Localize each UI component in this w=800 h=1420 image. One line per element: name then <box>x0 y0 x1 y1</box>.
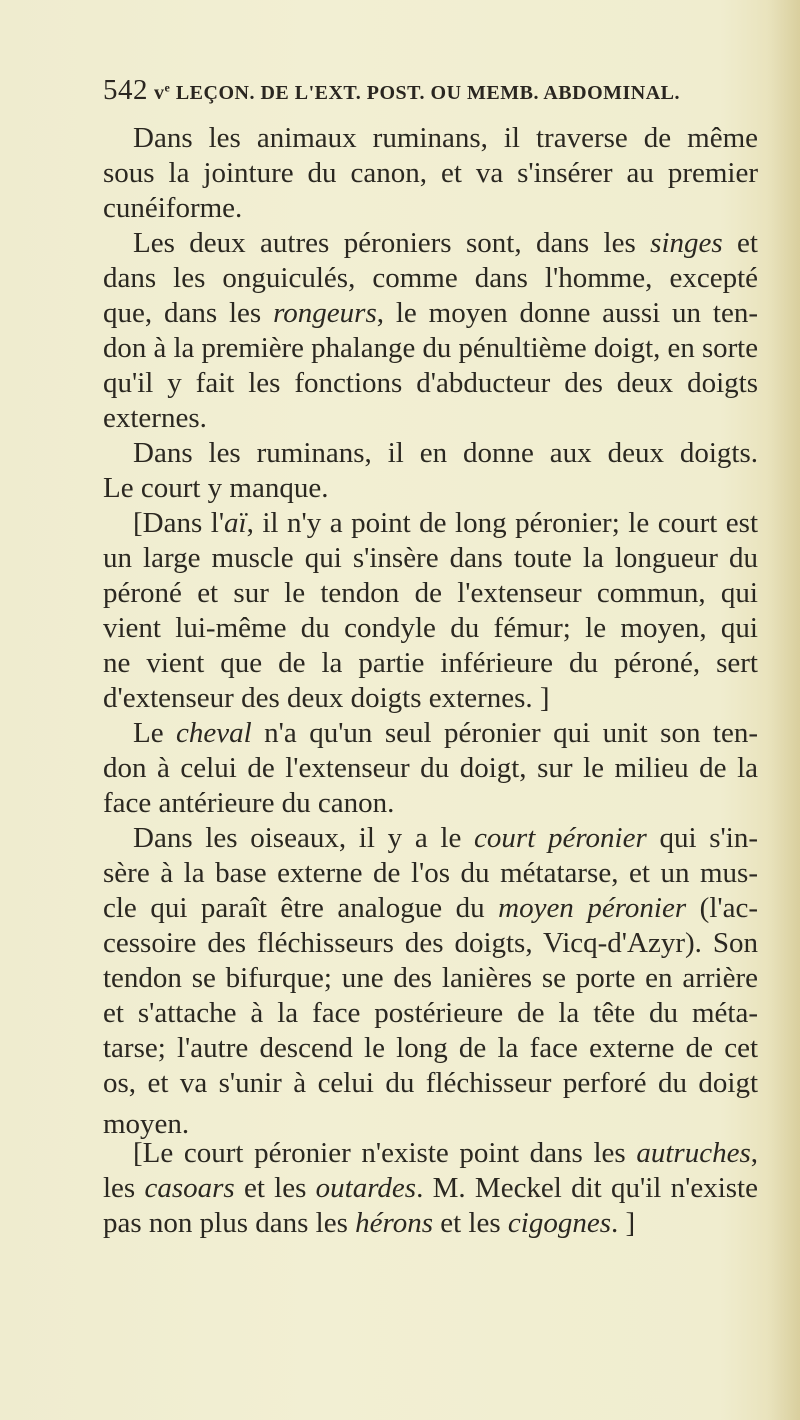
text-segment: Les deux autres péroniers sont, dans les <box>133 227 651 259</box>
text-line <box>133 821 758 856</box>
text-segment: tendon se bifurque; une des lanières se porte en arrière <box>103 962 758 994</box>
text-line <box>103 576 758 611</box>
text-line <box>133 226 758 261</box>
lesson-number: v <box>154 82 165 104</box>
text-line <box>103 891 758 926</box>
text-segment: , le moyen donne aussi un ten- <box>376 297 758 329</box>
text-segment: . ] <box>611 1207 636 1239</box>
text-segment: os, et va s'unir à celui du fléchisseur perforé du doigt <box>103 1067 758 1099</box>
text-line <box>103 1066 758 1101</box>
italic-text: cigognes <box>507 1207 611 1239</box>
text-segment: don à la première phalange du pénultième doigt, en sorte <box>103 332 758 364</box>
text-segment: cunéiforme. <box>103 192 243 224</box>
running-header <box>103 74 758 107</box>
text-segment: qu'il y fait les fonctions d'abducteur des deux doigts <box>103 367 758 399</box>
text-line <box>103 611 758 646</box>
text-segment: cessoire des fléchisseurs des doigts, Vicq-d'Azyr). Son <box>103 927 758 959</box>
text-segment: que, dans les <box>103 297 274 329</box>
lesson-superscript: e <box>164 80 171 95</box>
text-line <box>103 366 758 401</box>
text-line <box>103 786 394 821</box>
text-segment: tarse; l'autre descend le long de la face externe de cet <box>103 1032 758 1064</box>
italic-text: casoars <box>144 1172 235 1204</box>
italic-text: cheval <box>176 717 252 749</box>
text-segment: Dans les ruminans, il en donne aux deux doigts. <box>133 437 758 469</box>
italic-text: rongeurs <box>273 297 377 329</box>
text-line <box>103 856 758 891</box>
text-segment: pas non plus dans les <box>103 1207 356 1239</box>
text-segment: , il n'y a point de long péronier; le court est <box>246 507 758 539</box>
text-segment: moyen. <box>103 1108 190 1140</box>
text-segment: et <box>722 227 758 259</box>
text-line <box>103 646 758 681</box>
text-segment: [Le court péronier n'existe point dans les <box>133 1137 637 1169</box>
italic-text: outardes <box>315 1172 417 1204</box>
text-segment: et s'attache à la face postérieure de la tête du méta- <box>103 997 758 1029</box>
text-segment: don à celui de l'extenseur du doigt, sur le milieu de la <box>103 752 758 784</box>
text-segment: Le court y manque. <box>103 472 329 504</box>
text-line <box>103 961 758 996</box>
text-segment: dans les onguiculés, comme dans l'homme, excepté <box>103 262 758 294</box>
text-line <box>103 156 758 191</box>
text-segment: [Dans l' <box>133 507 225 539</box>
italic-text: court péronier <box>474 822 647 854</box>
text-line <box>103 471 328 506</box>
text-line <box>103 996 758 1031</box>
text-segment: péroné et sur le tendon de l'extenseur commun, qui <box>103 577 758 609</box>
text-line <box>103 191 242 226</box>
italic-text: autruches <box>636 1137 751 1169</box>
text-line <box>103 1206 635 1241</box>
text-line <box>103 261 758 296</box>
text-segment: vient lui-même du condyle du fémur; le moyen, qui <box>103 612 758 644</box>
italic-text: hérons <box>355 1207 433 1239</box>
text-line <box>133 436 758 471</box>
text-line <box>133 506 758 541</box>
text-line <box>133 1136 758 1171</box>
text-segment: (l'ac- <box>686 892 758 924</box>
text-line <box>133 121 758 156</box>
text-segment: et les <box>234 1172 316 1204</box>
header-title: LEÇON. DE L'EXT. POST. OU MEMB. ABDOMINAL. <box>175 82 681 104</box>
text-line <box>103 1031 758 1066</box>
text-segment: . M. Meckel dit qu'il n'existe <box>416 1172 758 1204</box>
text-segment: ne vient que de la partie inférieure du péroné, sert <box>103 647 758 679</box>
text-segment: et les <box>433 1207 508 1239</box>
text-segment: face antérieure du canon. <box>103 787 395 819</box>
text-segment: sous la jointure du canon, et va s'insérer au premier <box>103 157 758 189</box>
text-segment: qui s'in- <box>646 822 758 854</box>
text-line <box>103 926 758 961</box>
text-line <box>133 716 758 751</box>
text-segment: cle qui paraît être analogue du <box>103 892 499 924</box>
text-segment: externes. <box>103 402 207 434</box>
text-line <box>103 751 758 786</box>
text-segment: Dans les animaux ruminans, il traverse de même <box>133 122 758 154</box>
text-segment: , <box>750 1137 758 1169</box>
text-line <box>103 401 207 436</box>
text-line <box>103 296 758 331</box>
text-segment: n'a qu'un seul péronier qui unit son ten- <box>251 717 758 749</box>
page-number: 542 <box>103 74 148 106</box>
italic-text: singes <box>650 227 723 259</box>
text-segment: un large muscle qui s'insère dans toute la longueur du <box>103 542 758 574</box>
text-segment: les <box>103 1172 145 1204</box>
text-segment: Le <box>133 717 177 749</box>
text-segment: d'extenseur des deux doigts externes. ] <box>103 682 550 714</box>
text-line <box>103 541 758 576</box>
text-line <box>103 331 758 366</box>
text-segment: sère à la base externe de l'os du métatarse, et un mus- <box>103 857 758 889</box>
italic-text: aï <box>224 507 247 539</box>
text-segment: Dans les oiseaux, il y a le <box>133 822 475 854</box>
text-line <box>103 1171 758 1206</box>
italic-text: moyen péronier <box>498 892 687 924</box>
text-line <box>103 681 550 716</box>
